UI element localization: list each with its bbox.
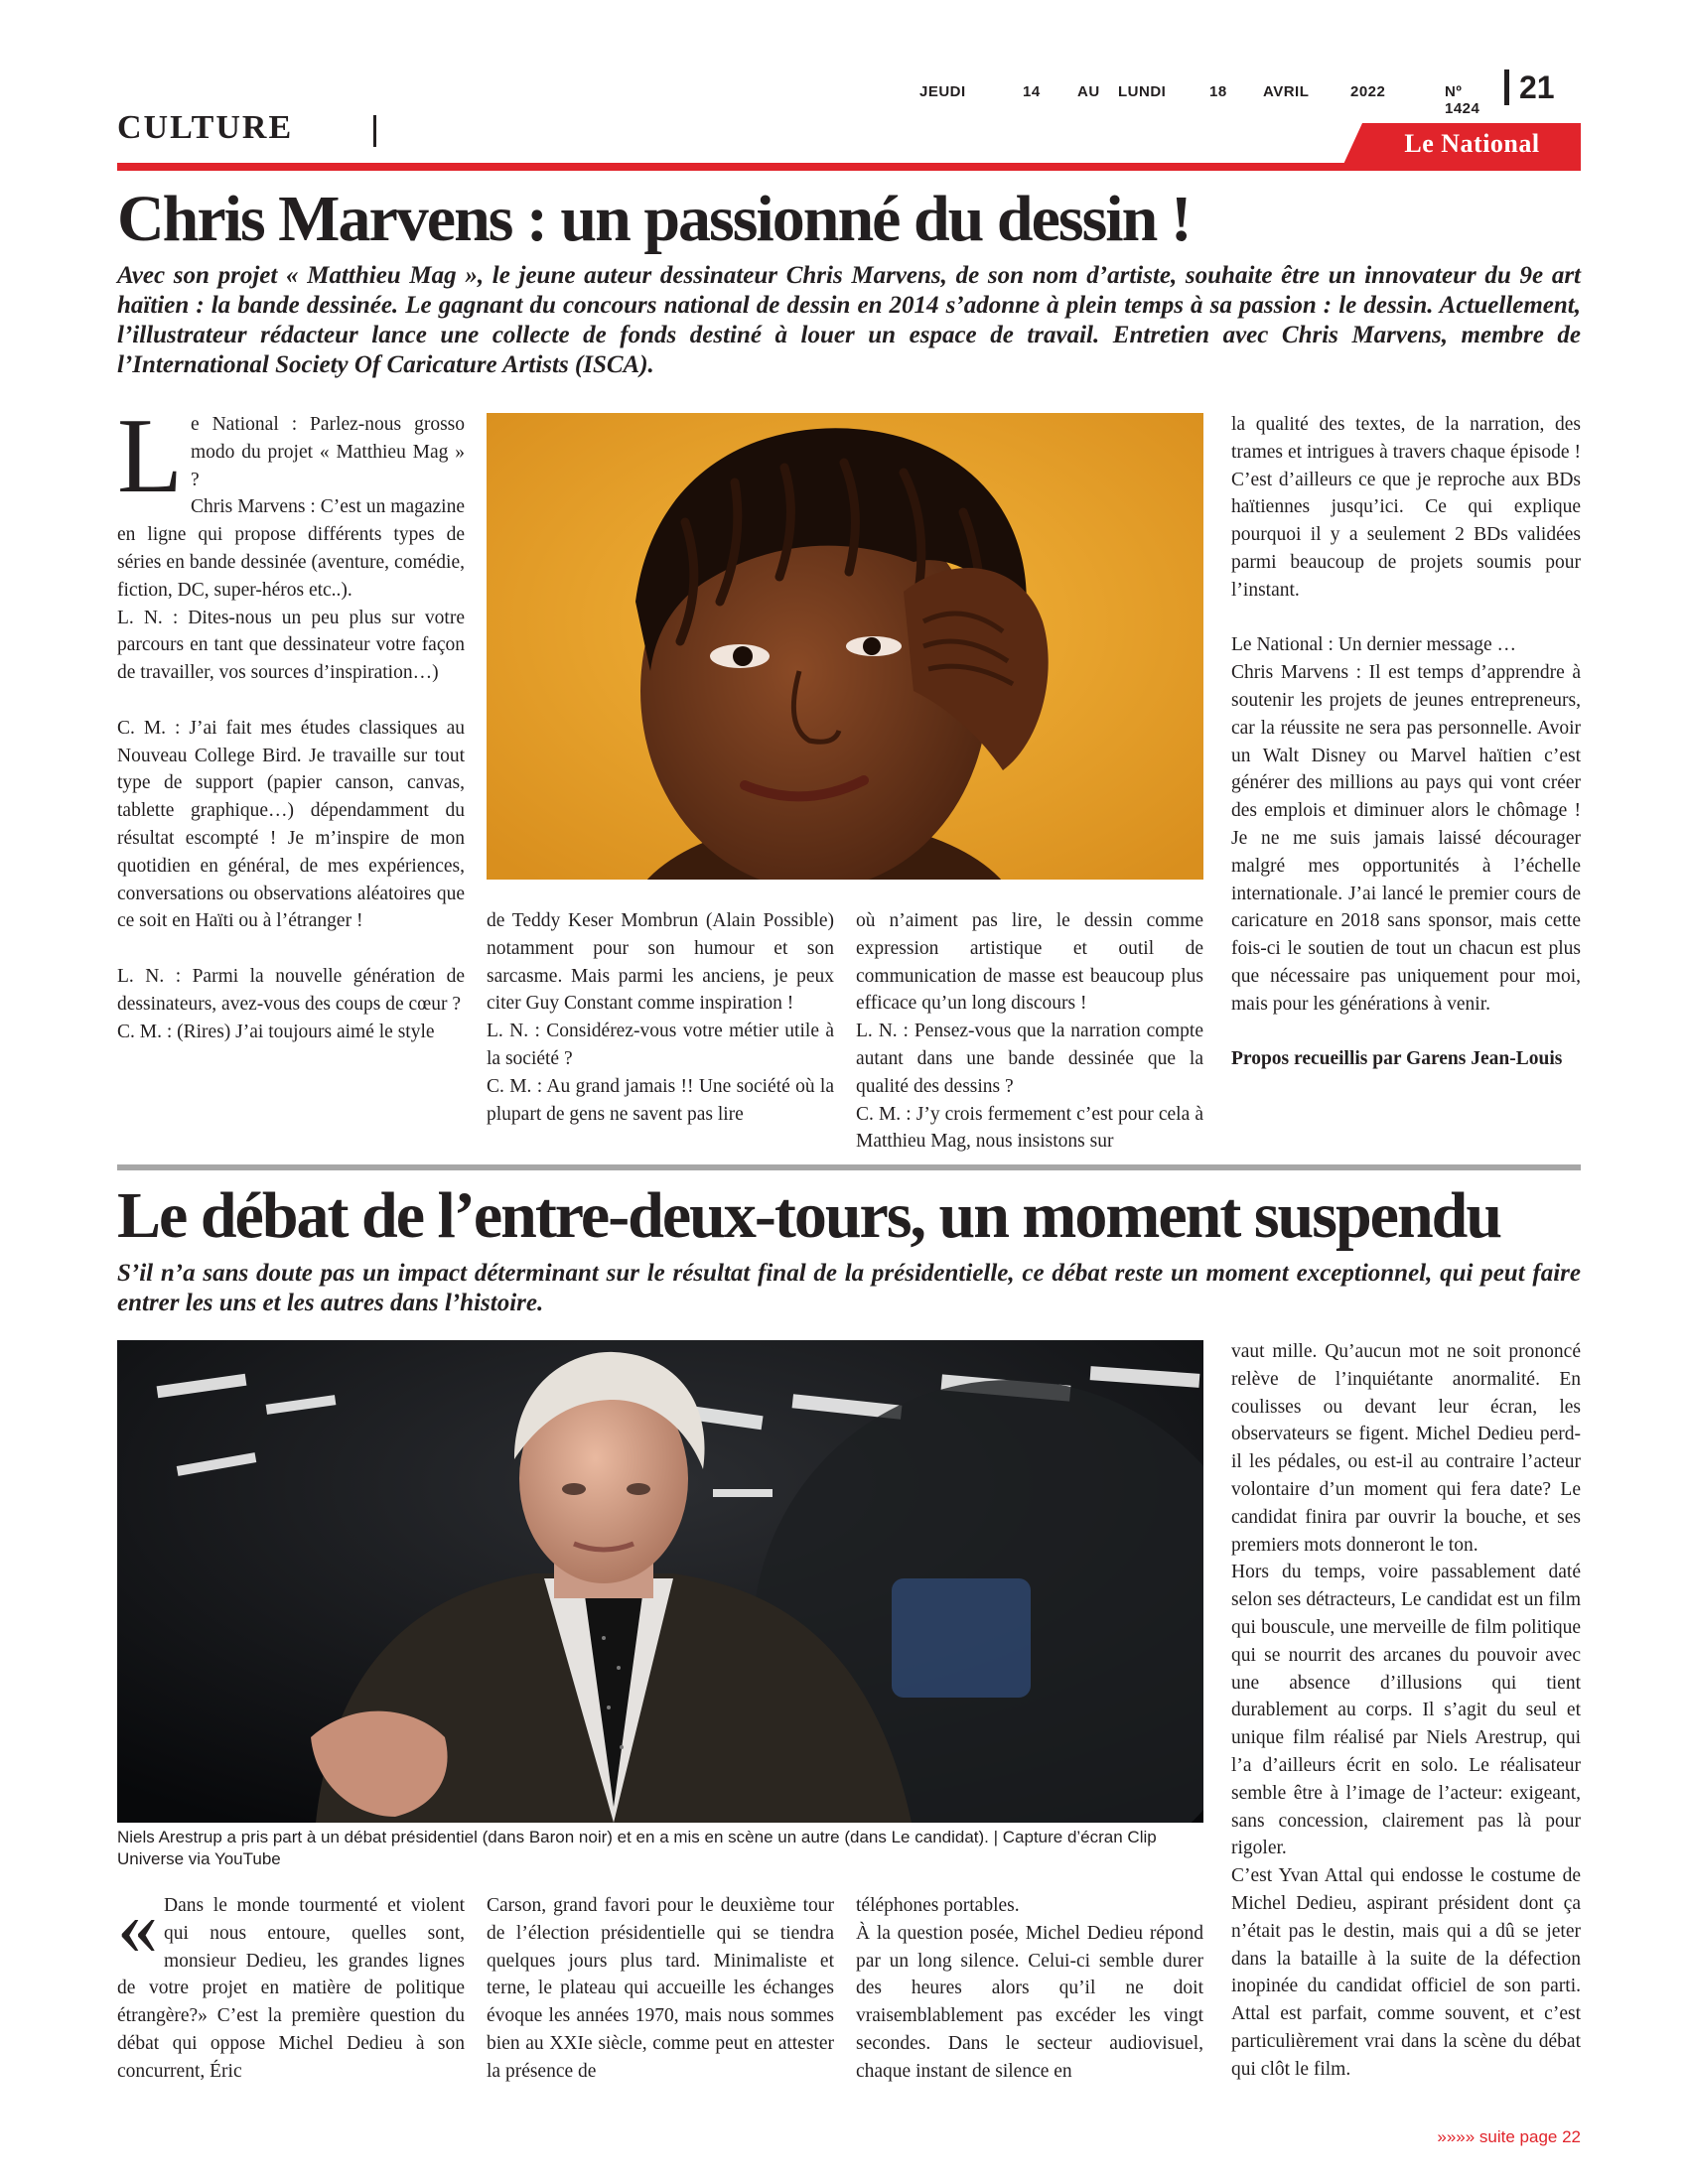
article1-paragraph: L. N. : Parmi la nouvelle génération de dessinateurs, avez-vous des coups de cœur ?	[117, 965, 465, 1015]
article2-column-2	[487, 1892, 834, 2086]
photo-caption: Niels Arestrup a pris part à un débat présidentiel (dans Baron noir) et en a mis en scène un autre (dans Le candidat). | Capture d’écran Clip Universe via YouTube	[117, 1828, 1157, 1868]
article1-paragraph: C. M. : J’y crois fermement c’est pour cela à Matthieu Mag, nous insistons sur	[856, 1103, 1203, 1153]
page-number: 21	[1519, 69, 1555, 105]
article2-deck: S’il n’a sans doute pas un impact déterminant sur le résultat final de la présidentielle, ce débat reste un moment exceptionnel, qui peut faire entrer les uns et les autres dans l’histoire.	[117, 1260, 1581, 1316]
dateline-connector: AU	[1077, 83, 1100, 100]
article1-paragraph: L. N. : Pensez-vous que la narration compte autant dans une bande dessinée que la qualité des dessins ?	[856, 1021, 1203, 1097]
dateline-day-to: LUNDI	[1118, 83, 1167, 100]
section-label: CULTURE	[117, 109, 294, 146]
article1-headline: Chris Marvens : un passionné du dessin !	[117, 183, 1191, 255]
dateline-date-from: 14	[1023, 83, 1041, 100]
article1-paragraph: L. N. : Considérez-vous votre métier utile à la société ?	[487, 1021, 834, 1069]
article1-paragraph: C. M. : Au grand jamais !! Une société où la plupart de gens ne savent pas lire	[487, 1075, 834, 1125]
article1-paragraph: Chris Marvens : C’est un magazine en ligne qui propose différents types de séries en bande dessinée (aventure, comédie, fiction, DC, super-héros etc..).	[117, 496, 465, 601]
drop-cap: L	[117, 397, 183, 515]
opening-quote-mark: «	[117, 1881, 158, 1972]
article1-column-4	[1231, 411, 1581, 1073]
article2-column-1	[117, 1881, 465, 2086]
dateline-month: AVRIL	[1263, 83, 1310, 100]
article1-paragraph: C. M. : J’ai fait mes études classiques au Nouveau College Bird. Je travaille sur tout type de support (papier canson, canvas, tablette graphique…) dépendamment du résultat escompté ! Je m’inspire de mon quotidien en général, de mes expériences, conversations ou observations aléatoires que ce soit en Haïti ou à l’étranger !	[117, 717, 465, 932]
dateline	[894, 83, 1489, 117]
article1-paragraph: L. N. : Dites-nous un peu plus sur votre parcours en tant que dessinateur votre façon de travailler, vos sources d’inspiration…)	[117, 607, 465, 684]
issue-number: Nº 1424	[1445, 83, 1480, 117]
article1-paragraph: de Teddy Keser Mombrun (Alain Possible) notamment pour son humour et son sarcasme. Mais parmi les anciens, je peux citer Guy Constant comme inspiration !	[487, 910, 834, 1015]
article1-column-1	[117, 397, 465, 1045]
continuation-link[interactable]: »»»» suite page 22	[1437, 2127, 1581, 2146]
article1-paragraph: où n’aiment pas lire, le dessin comme expression artistique et outil de communication de masse est beaucoup plus efficace qu’un long discours !	[856, 910, 1203, 1015]
header-divider	[1504, 69, 1509, 105]
article2-column-4	[1231, 1338, 1581, 2084]
dateline-date-to: 18	[1209, 83, 1227, 100]
article1-paragraph: e National : Parlez-nous grosso modo du projet « Matthieu Mag » ?	[190, 414, 465, 490]
article1-paragraph: Le National : Un dernier message …	[1231, 634, 1516, 656]
article1-column-2	[487, 907, 834, 1128]
debate-photo	[117, 1340, 1203, 1823]
article1-paragraph: la qualité des textes, de la narration, des trames et intrigues à travers chaque épisode ! C’est d’ailleurs ce que je reproche aux BDs haïtiennes jusqu’ici. Ce qui explique pourquoi il y a seulement 2 BDs validées parmi beaucoup de projets soumis pour l’instant.	[1231, 414, 1581, 601]
brand-name: Le National	[1404, 129, 1540, 158]
article1-paragraph: Chris Marvens : Il est temps d’apprendre à soutenir les projets de jeunes entrepreneurs, car la réussite ne sera pas personnelle. Avoir un Walt Disney ou Marvel haïtien c’est générer des millions au pays qui vont créer des emplois et diminuer alors le chômage ! Je ne me suis jamais laissé décourager malgré mes opportunités à l’échelle internationale. J’ai lancé le premier cours de caricature en 2018 sans sponsor, mais cette fois-ci le soutien de tout un chacun est plus que nécessaire pas uniquement pour moi, mais pour les générations à venir.	[1231, 662, 1581, 1015]
article2-paragraph: C’est Yvan Attal qui endosse le costume de Michel Dedieu, aspirant président dont ça n’était pas le destin, mais qui a dû se jeter dans la bataille à la suite de la défection inopinée du candidat officiel de son parti. Attal est parfait, comme souvent, et c’est particulièrement vrai dans la scène du débat qui clôt le film.	[1231, 1865, 1581, 2080]
section-divider	[373, 115, 376, 147]
dateline-year: 2022	[1350, 83, 1386, 100]
article2-paragraph: téléphones portables.	[856, 1895, 1020, 1916]
article2-headline: Le débat de l’entre-deux-tours, un moment suspendu	[117, 1179, 1501, 1252]
portrait-photo	[487, 413, 1203, 880]
article2-paragraph: Dans le monde tourmenté et violent qui nous entoure, quelles sont, monsieur Dedieu, les grandes lignes de votre projet en matière de politique étrangère?» C’est la première question du débat qui oppose Michel Dedieu à son concurrent, Éric	[117, 1895, 465, 2082]
article2-paragraph: À la question posée, Michel Dedieu répond par un long silence. Celui-ci semble durer des heures alors qu’il ne doit vraisemblablement pas excéder les vingt secondes. Dans le secteur audiovisuel, chaque instant de silence en	[856, 1922, 1203, 2082]
article1-deck: Avec son projet « Matthieu Mag », le jeune auteur dessinateur Chris Marvens, de son nom d’artiste, souhaite être un innovateur du 9e art haïtien : la bande dessinée. Le gagnant du concours national de dessin en 2014 s’adonne à plein temps à sa passion : le dessin. Actuellement, l’illustrateur rédacteur lance une collecte de fonds destiné à louer un espace de travail. Entretien avec Chris Marvens, membre de l’International Society Of Caricature Artists (ISCA).	[117, 262, 1581, 378]
article1-paragraph: C. M. : (Rires) J’ai toujours aimé le style	[117, 1021, 435, 1042]
article2-paragraph: Carson, grand favori pour le deuxième tour de l’élection présidentielle qui se tiendra quelques jours plus tard. Minimaliste et terne, le plateau qui accueille les échanges évoque les années 1970, mais nous sommes bien au XXIe siècle, comme peut en attester la présence de	[487, 1895, 834, 2082]
dateline-day-from: JEUDI	[919, 83, 966, 100]
article2-column-3	[856, 1892, 1203, 2086]
article2-paragraph: Hors du temps, voire passablement daté selon ses détracteurs, Le candidat est un film qui bouscule, une merveille de film politique qui se nourrit des arcanes du pouvoir avec une absence d’illusions qui tient durablement au corps. Il s’agit du seul et unique film réalisé par Niels Arestrup, qui l’a d’ailleurs écrit en solo. Le réalisateur semble être à l’image de l’acteur: exigeant, sans concession, clairement pas là pour rigoler.	[1231, 1562, 1581, 1859]
article1-column-3	[856, 907, 1203, 1156]
article-divider	[117, 1164, 1581, 1170]
article2-paragraph: vaut mille. Qu’aucun mot ne soit prononcé relève de l’inquiétante anormalité. En coulisses ou devant leur écran, les observateurs se figent. Michel Dedieu perd-il les pédales, ou est-il au contraire l’acteur volontaire d’un moment qui fera date? Le candidat finira par ouvrir la bouche, et ses premiers mots donneront le ton.	[1231, 1341, 1581, 1556]
article1-signature: Propos recueillis par Garens Jean-Louis	[1231, 1048, 1563, 1070]
